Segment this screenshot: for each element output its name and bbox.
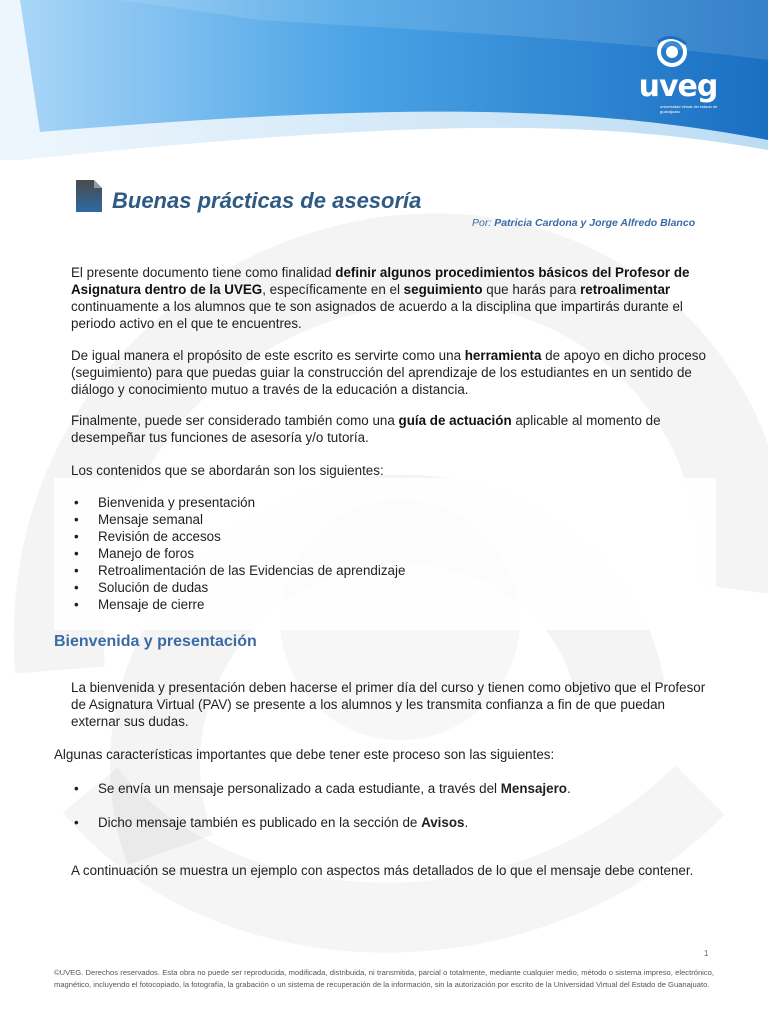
welcome-paragraph: La bienvenida y presentación deben hacerse el primer día del curso y tienen como objetivo que el Profesor de Asignatura Virtual (PAV) se presente a los alumnos y les transmita confianza a fin de que puedan externar sus dudas. — [71, 680, 706, 729]
example-paragraph: A continuación se muestra un ejemplo con aspectos más detallados de lo que el mensaje debe contener. — [71, 863, 694, 878]
text-run: El presente documento tiene como finalidad — [71, 265, 336, 280]
bold-text: definir algunos procedimientos básicos del Profesor de Asignatura dentro de la UVEG — [71, 265, 690, 297]
list-item — [71, 814, 571, 831]
list-item: • Mensaje de cierre — [71, 596, 405, 613]
features-intro: Algunas características importantes que debe tener este proceso son las siguientes: — [54, 747, 555, 762]
intro-paragraph — [71, 264, 717, 332]
logo-wordmark: uveg — [638, 69, 718, 104]
purpose-paragraph — [71, 347, 717, 398]
list-item: • Solución de dudas — [71, 579, 405, 596]
list-item: • Retroalimentación de las Evidencias de aprendizaje — [71, 562, 405, 579]
byline — [472, 217, 695, 229]
copyright-footer: ©UVEG. Derechos reservados. Esta obra no puede ser reproducida, modificada, distribuida, ni transmitida, parcial o totalmente, mediante cualquier medio, método o sistema impreso, electrónico, magnético, incluyendo el fotocopiado, la fotografía, la grabación o un sistema de recuperación de la información, sin la autorización por escrito de la Universidad Virtual del Estado de Guanajuato. — [54, 968, 714, 989]
list-item: • Bienvenida y presentación — [71, 494, 405, 511]
text-run: Dicho mensaje también es publicado en la sección de — [98, 815, 422, 830]
text-run: , específicamente en el — [262, 282, 404, 297]
bold-text: retroalimentar — [580, 282, 671, 297]
document-icon — [76, 180, 102, 212]
guide-paragraph — [71, 412, 717, 446]
text-run: que harás para — [482, 282, 581, 297]
bold-text: guía de actuación — [398, 413, 512, 428]
bold-text: seguimiento — [403, 282, 483, 297]
bold-text: Mensajero — [500, 781, 567, 796]
list-item: • Revisión de accesos — [71, 528, 405, 545]
list-item — [71, 780, 571, 797]
features-list — [71, 780, 571, 831]
page-number: 1 — [704, 949, 709, 958]
bold-text: Avisos — [421, 815, 465, 830]
byline-authors: Patricia Cardona y Jorge Alfredo Blanco — [494, 217, 696, 229]
section-heading: Bienvenida y presentación — [54, 633, 257, 650]
text-run: Se envía un mensaje personalizado a cada estudiante, a través del — [98, 781, 501, 796]
text-run: . — [566, 781, 571, 796]
text-run: De igual manera el propósito de este escrito es servirte como una — [71, 348, 465, 363]
bold-text: herramienta — [464, 348, 542, 363]
text-run: . — [464, 815, 469, 830]
uveg-logo — [638, 34, 718, 114]
page-title: Buenas prácticas de asesoría — [112, 188, 422, 213]
text-run: aplicable al momento de desempeñar tus funciones de asesoría y/o tutoría. — [71, 413, 661, 445]
list-item: • Mensaje semanal — [71, 511, 405, 528]
byline-prefix: Por: — [472, 217, 495, 229]
contents-list — [71, 494, 405, 613]
text-run: de apoyo en dicho proceso (seguimiento) para que puedas guiar la construcción del aprendizaje de los estudiantes en un sentido de diálogo y conocimiento mutuo a través de la educación a distancia. — [71, 348, 706, 397]
logo-subtitle: universidad virtual del estado de guanajuato — [660, 104, 718, 114]
contents-intro: Los contenidos que se abordarán son los siguientes: — [71, 463, 384, 478]
text-run: continuamente a los alumnos que te son asignados de acuerdo a la disciplina que impartirás durante el periodo activo en el que te encuentres. — [71, 299, 683, 331]
list-item: • Manejo de foros — [71, 545, 405, 562]
text-run: Finalmente, puede ser considerado también como una — [71, 413, 399, 428]
